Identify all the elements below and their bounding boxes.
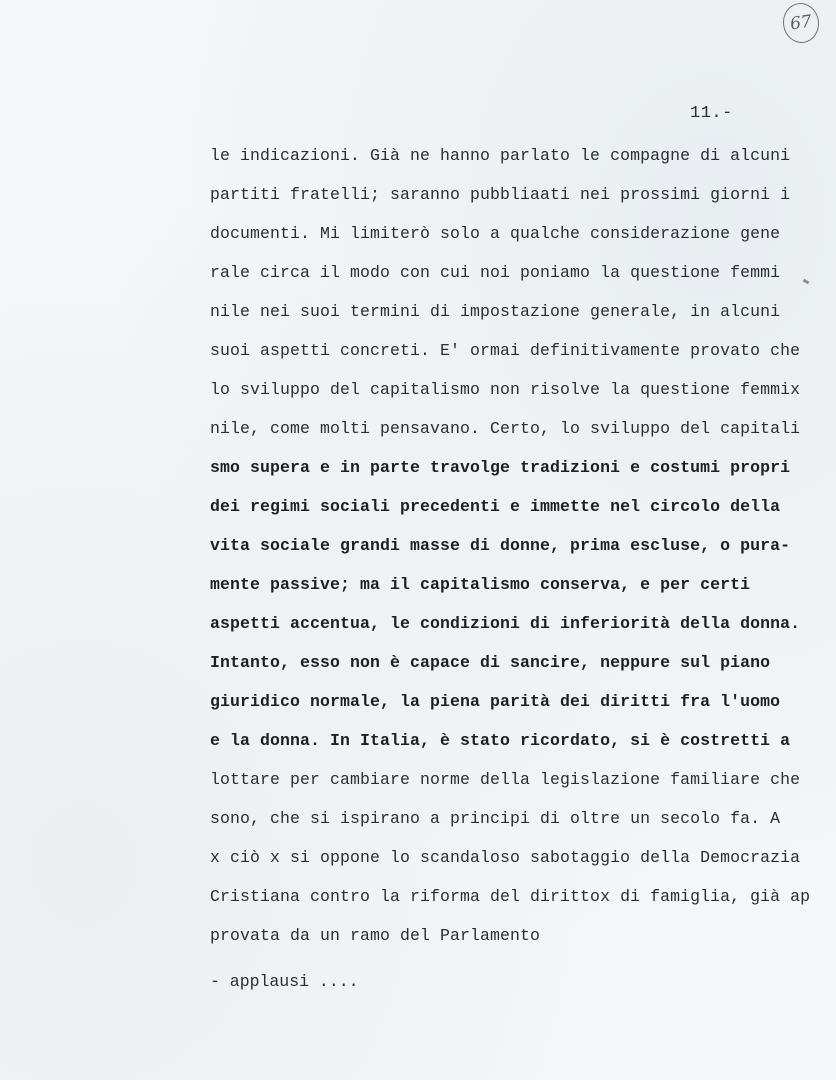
text-line: lottare per cambiare norme della legislazione familiare che bbox=[210, 770, 801, 789]
text-line: vita sociale grandi masse di donne, prima escluse, o pura- bbox=[210, 536, 791, 555]
text-line: documenti. Mi limiterò solo a qualche considerazione gene bbox=[210, 224, 781, 243]
body-text bbox=[210, 141, 810, 960]
text-line: Cristiana contro la riforma del dirittox di famiglia, già ap bbox=[210, 887, 811, 906]
page-stamp: 67 bbox=[780, 1, 821, 46]
text-line: suoi aspetti concreti. E' ormai definitivamente provato che bbox=[210, 341, 801, 360]
text-line: x ciò x si oppone lo scandaloso sabotaggio della Democrazia bbox=[210, 848, 801, 867]
text-line: giuridico normale, la piena parità dei diritti fra l'uomo bbox=[210, 692, 781, 711]
text-line: Intanto, esso non è capace di sancire, neppure sul piano bbox=[210, 653, 771, 672]
text-line: le indicazioni. Già ne hanno parlato le compagne di alcuni bbox=[210, 146, 791, 165]
text-line: nile nei suoi termini di impostazione generale, in alcuni bbox=[210, 302, 781, 321]
text-line: dei regimi sociali precedenti e immette nel circolo della bbox=[210, 497, 781, 516]
text-line: partiti fratelli; saranno pubbliaati nei prossimi giorni i bbox=[210, 185, 791, 204]
text-line: nile, come molti pensavano. Certo, lo sviluppo del capitali bbox=[210, 419, 801, 438]
text-line: aspetti accentua, le condizioni di inferiorità della donna. bbox=[210, 614, 801, 633]
text-line: lo sviluppo del capitalismo non risolve la questione femmix bbox=[210, 380, 801, 399]
text-line: smo supera e in parte travolge tradizioni e costumi propri bbox=[210, 458, 791, 477]
text-line: mente passive; ma il capitalismo conserva, e per certi bbox=[210, 575, 751, 594]
page-number: 11.- bbox=[690, 104, 733, 123]
text-line: provata da un ramo del Parlamento bbox=[210, 926, 541, 945]
text-line: e la donna. In Italia, è stato ricordato, si è costretti a bbox=[210, 731, 791, 750]
text-line: sono, che si ispirano a principi di oltre un secolo fa. A bbox=[210, 809, 781, 828]
text-line: rale circa il modo con cui noi poniamo la questione femmi bbox=[210, 263, 781, 282]
closing-note: - applausi .... bbox=[210, 972, 359, 991]
